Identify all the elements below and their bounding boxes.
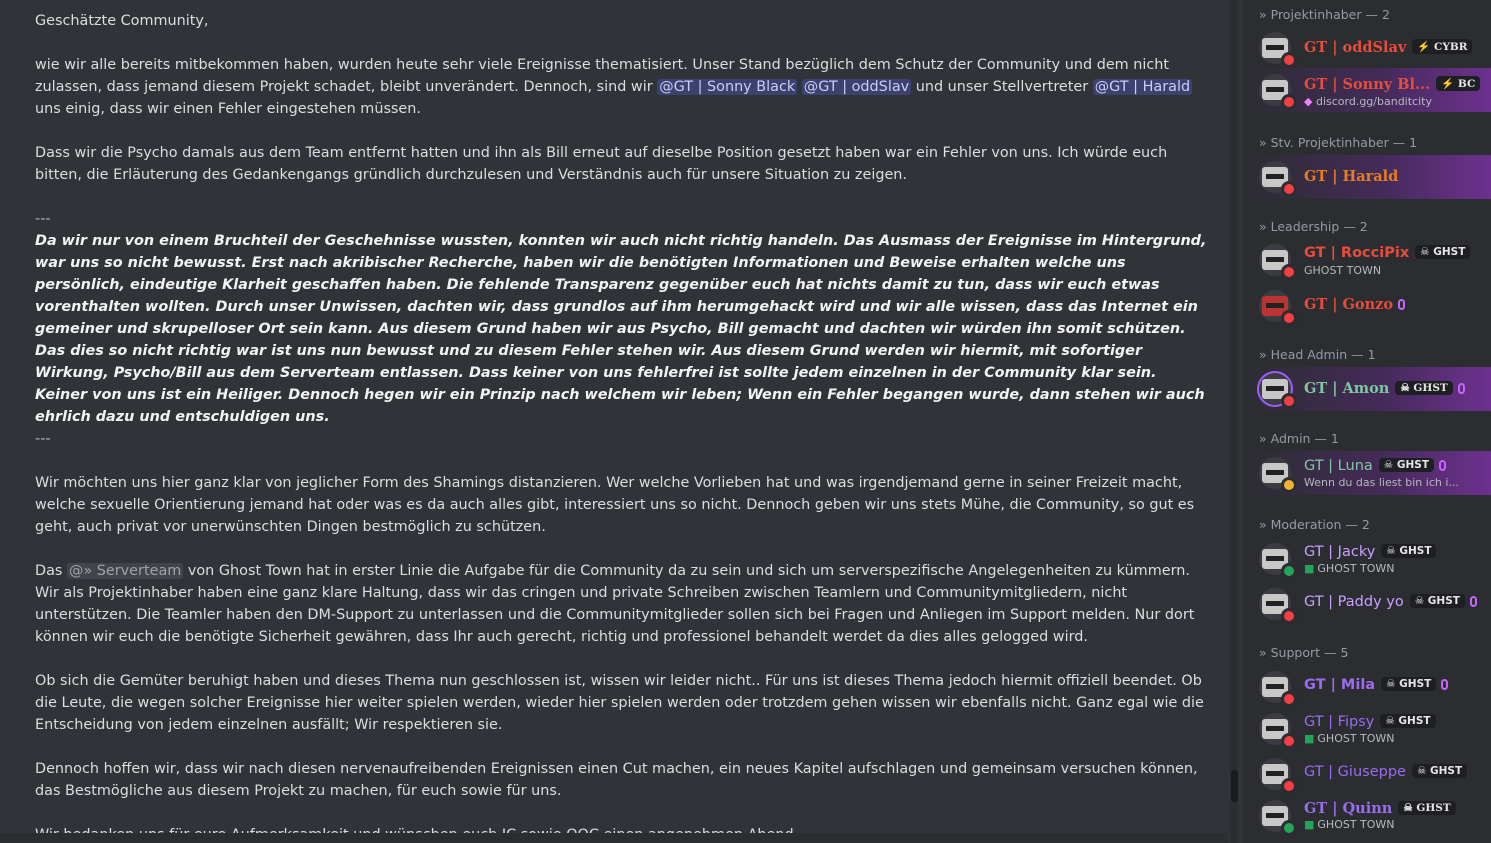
category-admin: » Admin — 1 bbox=[1259, 431, 1339, 446]
paragraph-4-text-a: Das bbox=[35, 563, 67, 579]
member-name-text: GT | Luna bbox=[1304, 458, 1373, 474]
member-amon[interactable] bbox=[1243, 367, 1491, 411]
mention-serverteam-role[interactable]: @» Serverteam bbox=[68, 563, 182, 579]
dnd-status-icon bbox=[1281, 778, 1297, 794]
category-support: » Support — 5 bbox=[1259, 645, 1349, 660]
dnd-status-icon bbox=[1281, 691, 1297, 707]
member-name bbox=[1304, 544, 1436, 560]
gamepad-icon: ■ bbox=[1304, 732, 1315, 745]
member-name-text: GT | Mila bbox=[1304, 677, 1376, 693]
paragraph-6: Dennoch hoffen wir, dass wir nach diesen nervenaufreibenden Ereignissen einen Cut machen, ein neues Kapitel aufschlagen und gemeinsam versuchen können, das Bestmögliche aus diesem Projekt zu machen, für euch sowie für uns. bbox=[35, 761, 1198, 799]
separator-top: --- bbox=[35, 211, 51, 227]
paragraph-4-text-b: von Ghost Town hat in erster Linie die Aufgabe für die Community da zu sein und sich um serverspezifische Angelegenheiten zu kümmern. Wir als Projektinhaber haben eine ganz klare Haltung, dass wir das cringen und private Schreiben zwischen Teamlern und Communitymitgliedern, nicht unterstützen. Die Teamler haben den DM-Support zu unterlassen und die Communitymitglieder sollen sich bei Fragen und Anliegen im Support melden. Nur dort können wir euch die benötigte Sicherheit gewähren, dass Ihr auch gerecht, richtig und professionel behandelt werdet da dies alles gelogged wird. bbox=[35, 563, 1195, 645]
online-status-icon bbox=[1281, 820, 1297, 836]
member-giuseppe[interactable] bbox=[1243, 752, 1491, 796]
paragraph-5: Ob sich die Gemüter beruhigt haben und dieses Thema nun geschlossen ist, wissen wir leider nicht.. Für uns ist dieses Thema jedoch hiermit offiziell beendet. Ob die Leute, die wegen solcher Ereignisse hier weiter spielen werden, wieder hier spielen werden oder trotzdem gehen wissen wir ebenfalls nicht. Ganz egal wie die Entscheidung von jedem einzelnen ausfällt; Wir respektieren sie. bbox=[35, 673, 1204, 733]
paragraph-1-text-c: uns einig, dass wir einen Fehler eingestehen müssen. bbox=[35, 101, 421, 117]
guild-tag-badge: ⚡ BC bbox=[1436, 76, 1480, 91]
member-sonny-black[interactable] bbox=[1243, 68, 1491, 112]
member-fipsy[interactable] bbox=[1243, 707, 1491, 751]
guild-tag-badge: ☠ GHST bbox=[1410, 594, 1465, 608]
mention-harald[interactable]: @GT | Harald bbox=[1094, 79, 1191, 95]
online-status-icon bbox=[1281, 563, 1297, 579]
dnd-status-icon bbox=[1281, 181, 1297, 197]
member-status-text: Wenn du das liest bin ich i... bbox=[1304, 476, 1459, 489]
member-name: GT | Harald bbox=[1304, 168, 1399, 185]
member-name-text: GT | Amon bbox=[1304, 380, 1390, 397]
paragraph-1-text-a: wie wir alle bereits mitbekommen haben, wurden heute sehr viele Ereignisse thematisiert. Unser Stand bezüglich dem Schutz der Community und dem nicht zulassen, dass jemand diesem Projekt schadet, bleibt unverändert. Dennoch, sind wir bbox=[35, 57, 1170, 95]
gamepad-icon: ■ bbox=[1304, 818, 1315, 831]
member-paddy-yo[interactable] bbox=[1243, 582, 1491, 626]
guild-tag-badge: ☠ GHST bbox=[1380, 714, 1435, 728]
member-name-text: GT | Giuseppe bbox=[1304, 764, 1406, 780]
member-status-text-value: GHOST TOWN bbox=[1317, 732, 1395, 745]
member-name-text: GT | oddSlav bbox=[1304, 39, 1407, 56]
member-name bbox=[1304, 76, 1480, 93]
member-name bbox=[1304, 245, 1470, 261]
bottom-edge bbox=[0, 833, 1228, 843]
member-name bbox=[1304, 800, 1456, 817]
nitro-boost-icon bbox=[1470, 596, 1477, 607]
member-harald[interactable] bbox=[1243, 155, 1491, 199]
member-status-text bbox=[1304, 732, 1395, 745]
guild-tag-badge: ☠ GHST bbox=[1381, 677, 1436, 691]
member-status-text bbox=[1304, 95, 1432, 108]
member-status-text-value: discord.gg/banditcity bbox=[1315, 95, 1432, 108]
member-name-text: GT | RocciPix bbox=[1304, 245, 1410, 261]
statement-quote: Da wir nur von einem Bruchteil der Geschehnisse wussten, konnten wir auch nicht richtig handeln. Das Ausmass der Ereignisse im Hintergrund, war uns so nicht bewusst. Erst nach akribischer Recherche, haben wir die benötigten Informationen und Beweise erhalten welche uns persönlich, eindeutige Klarheit geschaffen haben. Die fehlende Transparenz gegenüber euch hat nichts damit zu tun, dass wir euch etwas vorenthalten wollten. Durch unser Unwissen, dachten wir, dass grundlos auf ihm herumgehackt wird und wir alle wissen, dass das Internet ein gemeiner und skrupelloser Ort sein kann. Aus diesem Grund haben wir aus Psycho, Bill gemacht und dachten wir würden ihn somit schützen. Das dies so nicht richtig war ist uns nun bewusst und zu diesem Fehler stehen wir. Aus diesem Grund werden wir hiermit, mit sofortiger Wirkung, Psycho/Bill aus dem Serverteam entlassen. Dass keiner von uns fehlerfrei ist sollte jedem einzelnen in der Community klar sein. Keiner von uns ist ein Heiliger. Dennoch hegen wir ein Prinzip nach welchem wir leben; Wenn ein Fehler begangen wurde, dann stehen wir auch ehrlich dazu und entschuldigen uns. bbox=[35, 233, 1207, 425]
member-oddslav[interactable] bbox=[1243, 26, 1491, 70]
paragraph-1 bbox=[35, 54, 1210, 120]
guild-tag-badge: ☠ GHST bbox=[1398, 801, 1455, 815]
paragraph-4 bbox=[35, 560, 1210, 648]
member-name-text: GT | Jacky bbox=[1304, 544, 1376, 560]
paragraph-2: Dass wir die Psycho damals aus dem Team entfernt hatten und ihn als Bill erneut auf dieselbe Position gesetzt haben war ein Fehler von uns. Ich würde euch bitten, die Erläuterung des Gedankengangs gründlich durchzulesen und Verständnis auch für unsere Situation zu zeigen. bbox=[35, 145, 1168, 183]
member-jacky[interactable] bbox=[1243, 537, 1491, 581]
nitro-boost-icon bbox=[1441, 679, 1448, 690]
category-leadership: » Leadership — 2 bbox=[1259, 219, 1368, 234]
category-head-admin: » Head Admin — 1 bbox=[1259, 347, 1376, 362]
dnd-status-icon bbox=[1281, 393, 1297, 409]
dnd-status-icon bbox=[1281, 94, 1297, 110]
member-status-text bbox=[1304, 818, 1395, 831]
member-list bbox=[1243, 0, 1491, 843]
gamepad-icon: ■ bbox=[1304, 562, 1315, 575]
discord-icon: ◆ bbox=[1304, 95, 1316, 108]
dnd-status-icon bbox=[1281, 733, 1297, 749]
dnd-status-icon bbox=[1281, 264, 1297, 280]
guild-tag-badge: ☠ GHST bbox=[1412, 764, 1467, 778]
member-name bbox=[1304, 380, 1465, 397]
member-name bbox=[1304, 458, 1446, 474]
guild-tag-badge: ☠ GHST bbox=[1381, 544, 1436, 558]
category-stv-projektinhaber: » Stv. Projektinhaber — 1 bbox=[1259, 135, 1418, 150]
nitro-boost-icon bbox=[1439, 460, 1446, 471]
chat-scrollbar-track[interactable] bbox=[1230, 0, 1238, 843]
member-roccipix[interactable] bbox=[1243, 238, 1491, 282]
category-projektinhaber: » Projektinhaber — 2 bbox=[1259, 7, 1390, 22]
member-name-text: GT | Quinn bbox=[1304, 800, 1393, 817]
member-name bbox=[1304, 39, 1472, 56]
member-status-text bbox=[1304, 562, 1395, 575]
member-status-text-value: GHOST TOWN bbox=[1317, 562, 1395, 575]
guild-tag-badge: ☠ GHST bbox=[1379, 458, 1434, 472]
member-name-text: GT | Gonzo bbox=[1304, 296, 1394, 313]
member-mila[interactable] bbox=[1243, 665, 1491, 709]
mention-sonny-black[interactable]: @GT | Sonny Black bbox=[659, 79, 796, 95]
paragraph-3: Wir möchten uns hier ganz klar von jeglicher Form des Shamings distanzieren. Wer welche Vorlieben hat und was irgendjemand gerne in seiner Freizeit macht, welche sexuelle Orientierung jemand hat oder was es da auch alles gibt, interessiert uns so nicht. Dennoch geben wir uns stets Mühe, die Community, so gut es geht, auch privat vor unerwünschten Dingen bestmöglich zu schützen. bbox=[35, 475, 1195, 535]
chat-scrollbar-thumb[interactable] bbox=[1231, 770, 1238, 802]
member-name bbox=[1304, 764, 1467, 780]
member-name-text: GT | Fipsy bbox=[1304, 714, 1375, 730]
greeting-text: Geschätzte Community, bbox=[35, 13, 209, 29]
member-status-text-value: GHOST TOWN bbox=[1317, 818, 1395, 831]
message-content bbox=[35, 10, 1210, 843]
member-name-text: GT | Sonny Bl... bbox=[1304, 76, 1431, 93]
member-status-text: GHOST TOWN bbox=[1304, 264, 1382, 277]
dnd-status-icon bbox=[1281, 310, 1297, 326]
member-name-text: GT | Paddy yo bbox=[1304, 594, 1404, 610]
paragraph-1-text-b: und unser Stellvertreter bbox=[911, 79, 1093, 95]
guild-tag-badge: ☠ GHST bbox=[1415, 245, 1470, 259]
nitro-boost-icon bbox=[1398, 299, 1405, 310]
dnd-status-icon bbox=[1281, 52, 1297, 68]
member-gonzo[interactable] bbox=[1243, 284, 1491, 328]
nitro-boost-icon bbox=[1458, 383, 1465, 394]
member-quinn[interactable] bbox=[1243, 794, 1491, 838]
guild-tag-badge: ⚡ CYBR bbox=[1412, 39, 1472, 54]
separator-bottom: --- bbox=[35, 431, 51, 447]
mention-oddslav[interactable]: @GT | oddSlav bbox=[803, 79, 910, 95]
category-moderation: » Moderation — 2 bbox=[1259, 517, 1370, 532]
idle-status-icon bbox=[1281, 477, 1297, 493]
member-name bbox=[1304, 594, 1477, 610]
guild-tag-badge: ☠ GHST bbox=[1395, 381, 1452, 395]
member-name bbox=[1304, 714, 1436, 730]
dnd-status-icon bbox=[1281, 608, 1297, 624]
member-luna[interactable] bbox=[1243, 451, 1491, 495]
member-name bbox=[1304, 296, 1405, 313]
member-name bbox=[1304, 677, 1448, 693]
